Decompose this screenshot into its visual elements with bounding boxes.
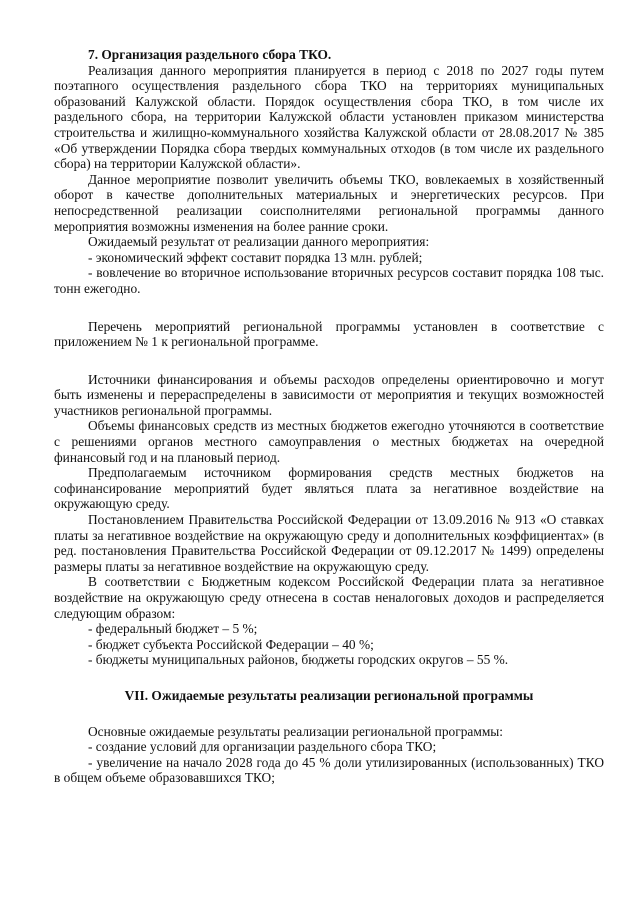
financing-paragraph-4: Постановлением Правительства Российской Федерации от 13.09.2016 № 913 «О ставках платы за негативное воздействие на окружающую среду и дополнительных коэффициентах» (в ред. постановления Правительства Российской Федерации от 09.12.2017 № 1499) определены размеры платы за негативное воздействие на окружающую среду. xyxy=(54,512,604,574)
section-7-heading: 7. Организация раздельного сбора ТКО. xyxy=(88,47,332,62)
spacer xyxy=(54,668,604,688)
distribution-item: - федеральный бюджет – 5 %; xyxy=(88,621,258,637)
section-vii-item: - увеличение на начало 2028 года до 45 % доли утилизированных (использованных) ТКО в общем объеме образовавшихся ТКО; xyxy=(54,754,604,786)
expected-result-item: - экономический эффект составит порядка 13 млн. рублей; xyxy=(88,249,423,265)
section-7-paragraph-2: Данное мероприятие позволит увеличить объемы ТКО, вовлекаемых в хозяйственный оборот в качестве дополнительных материальных и энергетических ресурсов. При непосредственной реализации соисполнителями региональной программы данного мероприятия возможны изменения на более ранние сроки. xyxy=(54,171,604,234)
financing-paragraph-1: Источники финансирования и объемы расходов определены ориентировочно и могут быть изменены и перераспределены в зависимости от мероприятия и текущих возможностей участников региональной программы. xyxy=(54,371,604,418)
section-vii-title: VII. Ожидаемые результаты реализации региональной программы xyxy=(124,687,534,703)
spacer xyxy=(54,704,604,724)
financing-paragraph-5: В соответствии с Бюджетным кодексом Российской Федерации плата за негативное воздействие на окружающую среду отнесена в состав неналоговых доходов и распределяется следующим образом: xyxy=(54,574,604,621)
financing-paragraph-3: Предполагаемым источником формирования средств местных бюджетов на софинансирование мероприятий будет являться плата за негативное воздействие на окружающую среду. xyxy=(54,465,604,512)
spacer xyxy=(54,297,604,319)
section-7-paragraph-1: Реализация данного мероприятия планируется в период с 2018 по 2027 годы путем поэтапного осуществления раздельного сбора ТКО на территориях муниципальных образований Калужской области. Порядок осуществления сбора ТКО, в том числе их раздельного сбора, на территории Калужской области установлен приказом министерства строительства и жилищно-коммунального хозяйства Калужской области от 28.08.2017 № 385 «Об утверждении Порядка сбора твердых коммунальных отходов (в том числе их раздельного сбора) на территории Калужской области». xyxy=(54,62,604,172)
spacer xyxy=(54,350,604,372)
expected-result-intro: Ожидаемый результат от реализации данного мероприятия: xyxy=(88,234,430,250)
distribution-item: - бюджет субъекта Российской Федерации – 40 %; xyxy=(88,636,374,652)
distribution-item: - бюджеты муниципальных районов, бюджеты городских округов – 55 %. xyxy=(88,652,509,668)
measures-list-paragraph: Перечень мероприятий региональной программы установлен в соответствие с приложением № 1 к региональной программе. xyxy=(54,318,604,350)
document-body xyxy=(54,47,604,786)
expected-result-item: - вовлечение во вторичное использование вторичных ресурсов составит порядка 108 тыс. тонн ежегодно. xyxy=(54,265,604,296)
financing-paragraph-2: Объемы финансовых средств из местных бюджетов ежегодно уточняются в соответствие с решениями органов местного самоуправления о местных бюджетах на очередной финансовый год и на плановый период. xyxy=(54,418,604,465)
section-vii-item: - создание условий для организации раздельного сбора ТКО; xyxy=(88,739,437,755)
section-vii-intro: Основные ожидаемые результаты реализации региональной программы: xyxy=(88,723,504,739)
